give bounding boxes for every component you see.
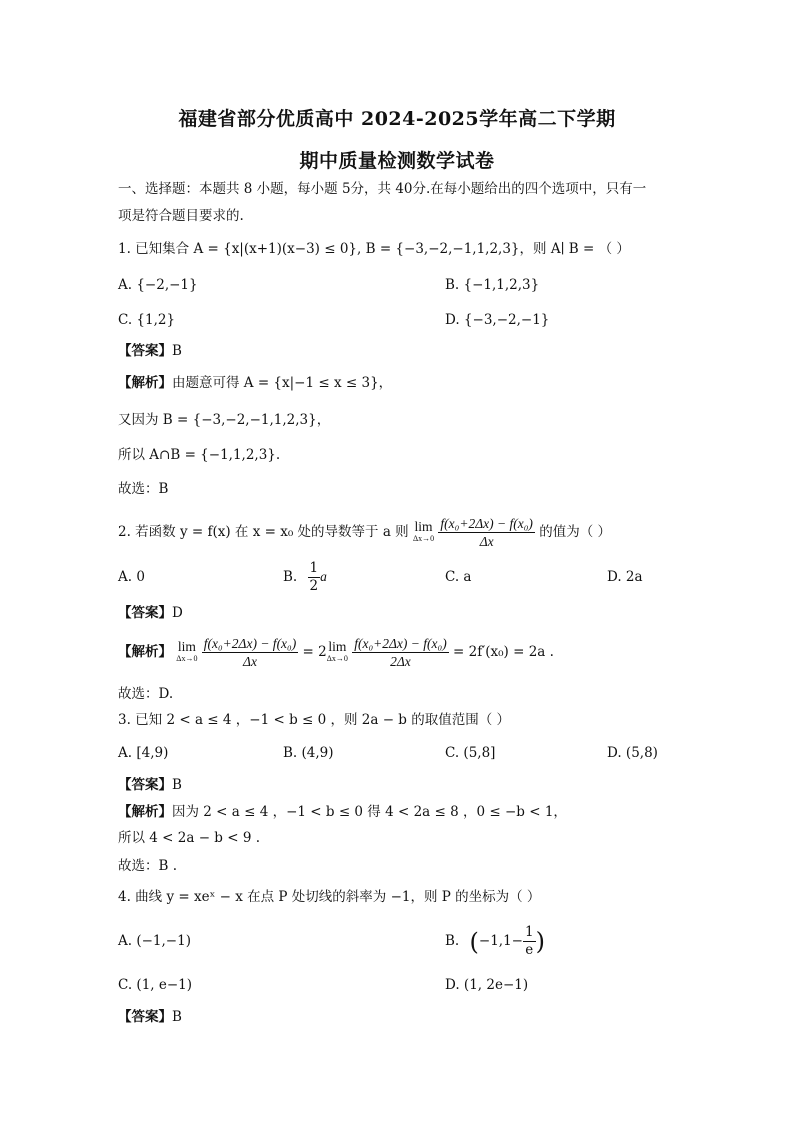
lim-text: lim (414, 518, 433, 534)
q2-analysis-fraction-2 (352, 635, 449, 670)
choose-label: 故选： (118, 686, 159, 702)
q2-fraction-numerator: f(x₀+2Δx) − f(x₀) (440, 516, 533, 531)
q1-analysis-line1 (118, 374, 392, 392)
lim-subscript: Δx→0 (176, 653, 198, 663)
q4-option-b-inner: −1,1− (478, 933, 523, 949)
q2-choose-value: D. (158, 686, 174, 702)
q3-option-d: D. (5,8) (607, 745, 658, 761)
q2-analysis-limit-2 (326, 638, 348, 665)
q3-choose-value: B . (158, 858, 178, 874)
q4-option-b-fraction (523, 924, 536, 959)
q1-stem: 1. 已知集合 A = {x|(x+1)(x−3) ≤ 0}, B = {−3,−2,−1,1,2,3}，则 A∣ B = （ ） (118, 241, 630, 257)
exam-title-line2: 期中质量检测数学试卷 (299, 150, 495, 172)
analysis-label: 【解析】 (118, 375, 172, 391)
q4-option-b-label: B. (445, 933, 460, 949)
q2-option-b (283, 560, 327, 595)
q2-analysis-limit-1 (176, 638, 198, 665)
q1-analysis-line2: 又因为 B = {−3,−2,−1,1,2,3}， (118, 412, 331, 428)
section-intro-line1: 一、选择题：本题共 8 小题，每小题 5分，共 40分.在每小题给出的四个选项中，只有一 (118, 181, 647, 197)
q2-limit (412, 518, 435, 545)
q3-option-c: C. (5,8] (445, 745, 496, 761)
q1-choose (118, 480, 168, 498)
q4-stem: 4. 曲线 y = xeˣ − x 在点 P 处切线的斜率为 −1，则 P 的坐标为（ ） (118, 889, 541, 905)
q4-option-b-right-paren: ) (535, 927, 545, 956)
answer-label: 【答案】 (118, 343, 172, 359)
q3-answer (118, 776, 182, 794)
q2-choose (118, 685, 173, 703)
q2-option-b-fraction (308, 560, 321, 595)
q1-answer-value: B (172, 343, 182, 359)
q2-answer (118, 604, 183, 622)
q2-analysis-numerator-2: f(x₀+2Δx) − f(x₀) (354, 636, 447, 651)
q2-analysis (118, 632, 554, 672)
answer-label: 【答案】 (118, 777, 172, 793)
q4-option-b-left-paren: ( (469, 927, 479, 956)
q2-option-c: C. a (445, 569, 472, 585)
q1-analysis-line3: 所以 A∩B = {−1,1,2,3}. (118, 447, 281, 463)
lim-subscript: Δx→0 (412, 533, 435, 543)
q2-stem-post: 的值为（ ） (539, 524, 612, 540)
q4-option-b-numerator: 1 (524, 924, 534, 940)
q4-answer (118, 1008, 182, 1026)
q1-choose-value: B (158, 481, 169, 497)
q2-fraction-denominator: Δx (479, 534, 494, 549)
q2-analysis-denominator-1: Δx (243, 654, 257, 669)
q3-analysis-line1 (118, 803, 567, 821)
q1-analysis-text1: 由题意可得 A = {x|−1 ≤ x ≤ 3}， (172, 375, 393, 391)
q1-option-d: D. {−3,−2,−1} (445, 312, 550, 328)
q3-answer-value: B (172, 777, 182, 793)
q2-analysis-fraction-1 (202, 635, 299, 670)
q3-analysis-line2: 所以 4 < 2a − b < 9 . (118, 830, 261, 846)
analysis-label: 【解析】 (118, 644, 172, 660)
answer-label: 【答案】 (118, 605, 172, 621)
q2-option-b-var: a (320, 569, 327, 584)
q3-option-b: B. (4,9) (283, 745, 334, 761)
q2-option-a: A. 0 (118, 569, 145, 585)
q4-answer-value: B (172, 1009, 182, 1025)
q1-answer (118, 342, 182, 360)
section-intro-line2: 项是符合题目要求的. (118, 208, 244, 224)
q4-option-c: C. (1, e−1) (118, 977, 193, 993)
q2-option-d: D. 2a (607, 569, 643, 585)
q4-option-a: A. (−1,−1) (118, 933, 191, 949)
q2-analysis-denominator-2: 2Δx (390, 654, 411, 669)
q4-option-b (445, 918, 545, 965)
q2-analysis-numerator-1: f(x₀+2Δx) − f(x₀) (203, 636, 297, 651)
answer-label: 【答案】 (118, 1009, 172, 1025)
q2-option-b-label: B. (283, 569, 298, 585)
lim-text: lim (328, 638, 347, 654)
q2-stem (118, 512, 611, 552)
q2-analysis-equals-2: = 2f′(x₀) = 2a . (453, 644, 554, 660)
q2-analysis-equals-1: = 2 (302, 644, 327, 660)
choose-label: 故选： (118, 481, 159, 497)
q3-analysis-text1: 因为 2 < a ≤ 4 ，−1 < b ≤ 0 得 4 < 2a ≤ 8 ，0 ≤ −b < 1， (172, 804, 567, 820)
q4-option-b-denominator: e (525, 942, 534, 958)
lim-subscript: Δx→0 (326, 653, 348, 663)
q2-option-b-denominator: 2 (309, 578, 319, 594)
q1-option-a: A. {−2,−1} (118, 277, 198, 293)
choose-label: 故选： (118, 858, 159, 874)
q2-fraction (438, 515, 535, 550)
q3-option-a: A. [4,9) (118, 745, 169, 761)
lim-text: lim (177, 638, 196, 654)
q3-stem: 3. 已知 2 < a ≤ 4 ，−1 < b ≤ 0 ，则 2a − b 的取值范围（ ） (118, 712, 511, 728)
q4-option-d: D. (1, 2e−1) (445, 977, 529, 993)
q1-option-b: B. {−1,1,2,3} (445, 277, 540, 293)
q2-stem-pre: 2. 若函数 y = f(x) 在 x = x₀ 处的导数等于 a 则 (118, 524, 409, 540)
exam-title-line1: 福建省部分优质高中 2024-2025学年高二下学期 (178, 108, 616, 130)
q3-choose (118, 857, 177, 875)
q2-answer-value: D (172, 605, 183, 621)
analysis-label: 【解析】 (118, 804, 172, 820)
q2-option-b-numerator: 1 (309, 560, 319, 576)
q1-option-c: C. {1,2} (118, 312, 176, 328)
